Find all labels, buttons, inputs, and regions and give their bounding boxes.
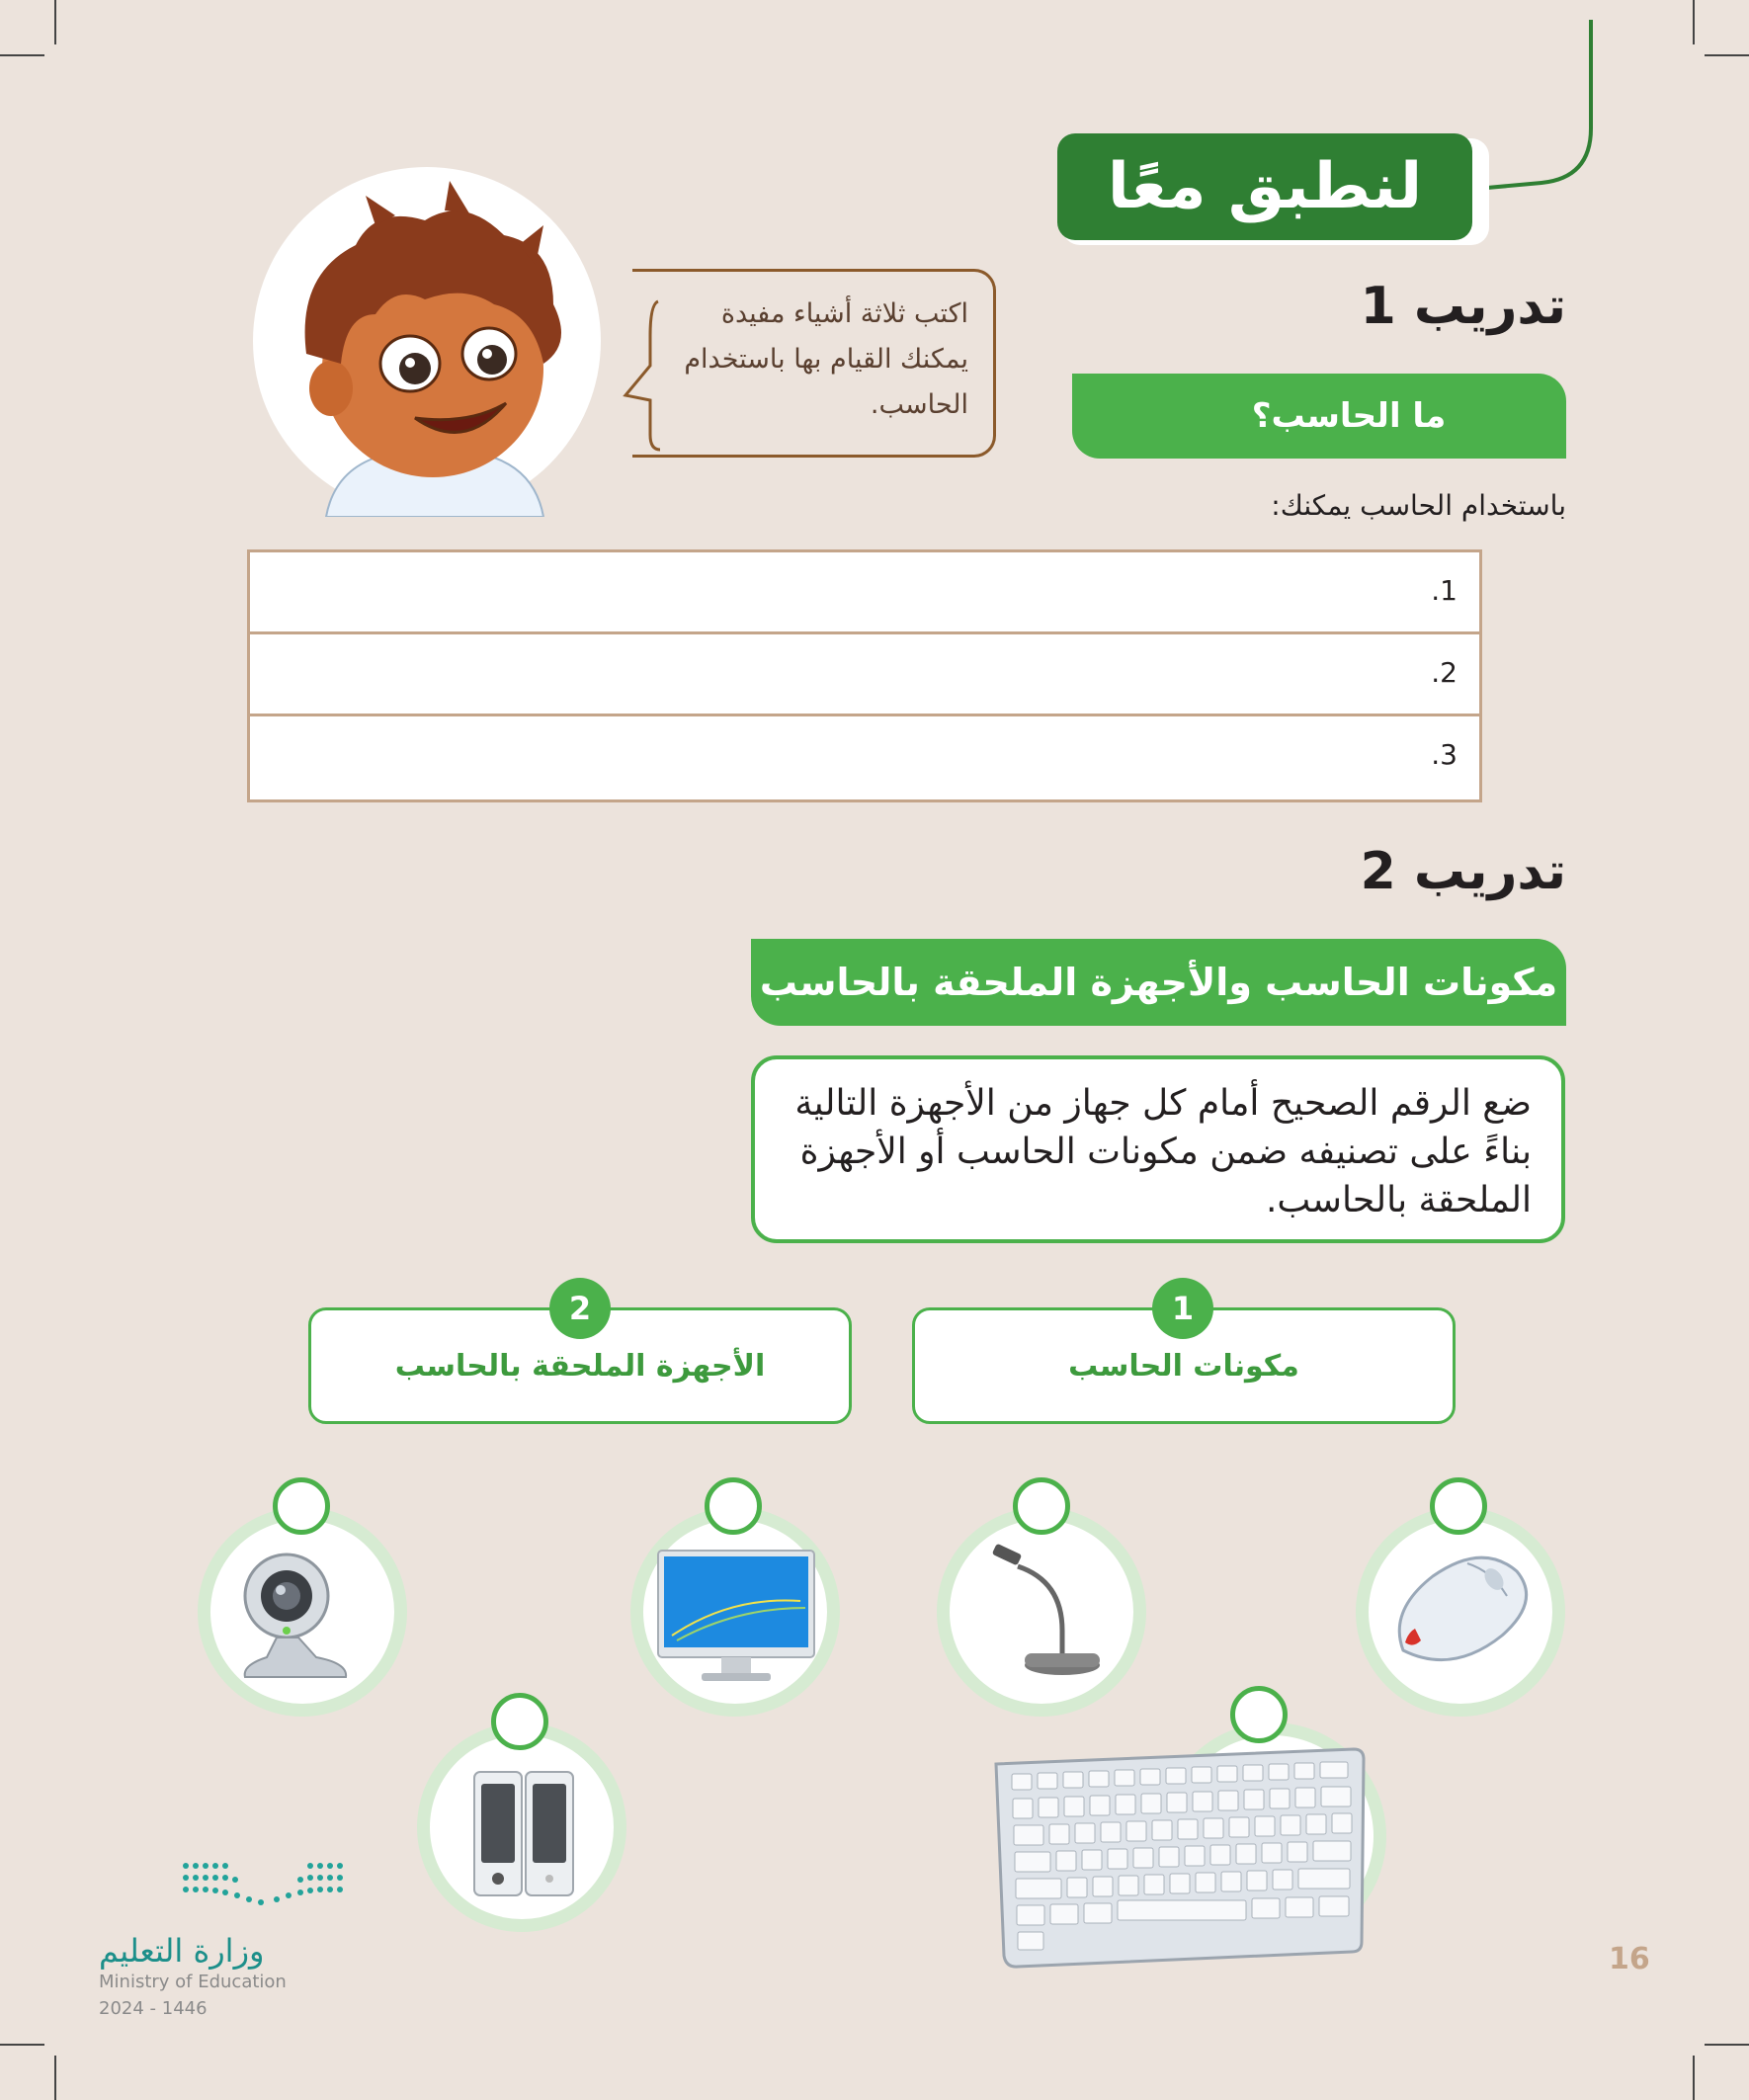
category-number-2: 2 (549, 1278, 611, 1339)
category-label: الأجهزة الملحقة بالحاسب (394, 1348, 766, 1384)
answer-row-1[interactable] (250, 552, 1479, 634)
ministry-name-english: Ministry of Education (99, 1972, 287, 1992)
ministry-year: 2024 - 1446 (99, 1998, 208, 2019)
ministry-name-arabic: وزارة التعليم (99, 1932, 265, 1970)
page-number: 16 (1609, 1942, 1650, 1976)
student-avatar (247, 166, 608, 517)
exercise-2-title: تدريب 2 (1360, 842, 1566, 901)
webcam-icon (237, 1547, 366, 1685)
keyboard-icon (988, 1744, 1369, 1972)
answer-slot-microphone[interactable] (1013, 1477, 1070, 1535)
exercise-1-prompt: باستخدام الحاسب يمكنك: (1271, 489, 1566, 522)
page-title: لنطبق معًا (1057, 133, 1472, 240)
exercise-1-banner-text: ما الحاسب؟ (1251, 396, 1447, 436)
exercise-2-banner-text: مكونات الحاسب والأجهزة الملحقة بالحاسب (759, 961, 1558, 1004)
microphone-icon (978, 1537, 1107, 1685)
speakers-icon (464, 1764, 583, 1902)
monitor-icon (652, 1547, 820, 1690)
instruction-text: ضع الرقم الصحيح أمام كل جهاز من الأجهزة التالية بناءً على تصنيفه ضمن مكونات الحاسب أو الأجهزة الملحقة بالحاسب. (794, 1083, 1532, 1220)
answer-slot-webcam[interactable] (273, 1477, 330, 1535)
answer-slot-speakers[interactable] (491, 1693, 548, 1750)
bubble-text: اكتب ثلاثة أشياء مفيدة يمكنك القيام بها باستخدام الحاسب. (684, 298, 968, 420)
answer-row-2[interactable] (250, 634, 1479, 716)
exercise-1-title: تدريب 1 (1360, 277, 1566, 336)
mouse-icon (1383, 1542, 1541, 1680)
answer-slot-keyboard[interactable] (1230, 1686, 1288, 1743)
answer-table (247, 549, 1482, 802)
speech-bubble-tail (621, 296, 660, 455)
category-number-1: 1 (1152, 1278, 1213, 1339)
answer-slot-mouse[interactable] (1430, 1477, 1487, 1535)
answer-row-label: 3. (1431, 738, 1458, 771)
header-connector-line (1482, 20, 1611, 193)
answer-row-label: 2. (1431, 656, 1458, 689)
exercise-1-banner (1072, 374, 1566, 459)
exercise-2-banner (751, 939, 1566, 1026)
answer-row-3[interactable] (250, 716, 1479, 799)
answer-slot-monitor[interactable] (705, 1477, 762, 1535)
answer-row-label: 1. (1431, 574, 1458, 607)
ministry-logo (178, 1858, 356, 1912)
category-label: مكونات الحاسب (1068, 1348, 1299, 1384)
